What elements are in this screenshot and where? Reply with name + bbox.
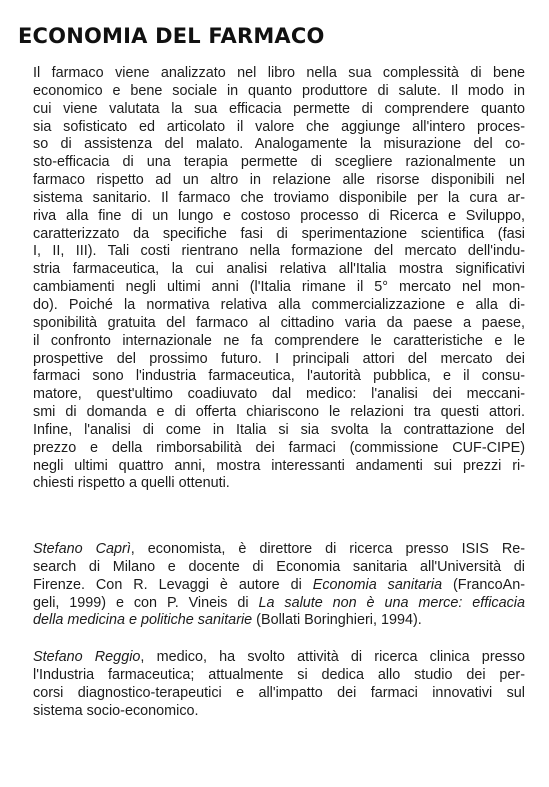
paragraph-line: sistema sanitario. Il farmaco che troviamo disponibile per la cura ar- [33,189,525,206]
paragraph-line: sto-efficacia di una terapia permette di scegliere razionalmente un [33,154,525,171]
paragraph-line: prospettive del prossimo futuro. I principali attori del mercato dei [33,350,525,367]
bio-line: corsi diagnostico-terapeutici e all'impatto dei farmaci innovativi sul [33,684,525,701]
paragraph-line: cambiamenti negli ultimi anni (l'Italia rimane il 5° mercato nel mon- [33,279,525,296]
paragraph-line: chiesti rispetto a quelli ottenuti. [33,475,230,492]
paragraph-line: caratterizzato da specifiche fasi di sperimentazione scientifica (fasi [33,225,525,242]
paragraph-line: so di assistenza del malato. Analogamente la misurazione del co- [33,136,525,153]
paragraph-line: stria farmaceutica, la cui analisi relativa all'Italia mostra significativi [33,261,525,278]
author-bio-reggio [33,649,525,720]
author-name: Stefano Reggio [33,649,141,665]
author-name: Stefano Caprì [33,541,131,557]
paragraph-line: Il farmaco viene analizzato nel libro nella sua complessità di bene [33,65,525,81]
page-title: ECONOMIA DEL FARMACO [18,24,325,48]
book-title: della medicina e politiche sanitarie [33,612,253,629]
bio-line [33,595,525,613]
paragraph-line: do). Poiché la normativa relativa alla commercializzazione e alla di- [33,296,525,313]
paragraph-line: sponibilità gratuita del farmaco al cittadino varia da paese a paese, [33,314,525,331]
paragraph-line: matore, quest'ultimo coadiuvato dal medico: l'analisi dei meccani- [33,386,525,403]
paragraph-line: il confronto internazionale ne fa comprendere le caratteristiche e le [33,332,525,349]
book-title: La salute non è una merce: efficacia [258,594,525,611]
book-title: Economia sanitaria [312,576,443,593]
paragraph-line: economico e bene sociale in quanto produttore di salute. Il modo in [33,82,525,99]
bio-line [33,577,525,595]
book-description-paragraph [33,65,525,493]
bio-line [33,649,525,667]
bio-text: geli, 1999) e con P. Vineis di [33,594,259,611]
paragraph-line: farmaco rispetto ad un altro in relazione alle risorse disponibili nel [33,172,525,189]
paragraph-line: prezzo e della rimborsabilità dei farmaci (commissione CUF-CIPE) [33,439,525,456]
paragraph-line: smi di domanda e di offerta chiariscono le relazioni tra questi attori. [33,404,525,421]
bio-text: , economista, è direttore di ricerca presso ISIS Re- [130,541,526,557]
bio-text: Firenze. Con R. Levaggi è autore di [33,576,313,593]
bio-line [33,541,525,559]
bio-text: , medico, ha svolto attività di ricerca clinica presso [140,649,526,665]
paragraph-line: I, II, III). Tali costi rientrano nella formazione del mercato dell'indu- [33,243,525,260]
bio-text: (Bollati Boringhieri, 1994). [252,612,422,629]
author-bio-capri [33,541,525,630]
bio-line [33,612,525,630]
paragraph-line: sia sofisticato ed articolato il valore che aggiunge all'intero proces- [33,118,525,135]
paragraph-line: negli ultimi quattro anni, mostra interessanti andamenti sui prezzi ri- [33,457,525,474]
paragraph-line: riva alla fine di un lungo e costoso processo di Ricerca e Sviluppo, [33,207,525,224]
bio-line: l'Industria farmaceutica; attualmente si dedica allo studio dei per- [33,666,525,683]
paragraph-line: cui viene valutata la sua efficacia permette di comprendere quanto [33,100,525,117]
bio-line: sistema socio-economico. [33,702,199,719]
bio-text: (FrancoAn- [442,576,525,593]
bio-line: search di Milano e docente di Economia sanitaria all'Università di [33,558,525,575]
paragraph-line: Infine, l'analisi di come in Italia si sia svolta la contrattazione del [33,421,525,438]
paragraph-line: farmaci sono l'industria farmaceutica, l'autorità pubblica, e il consu- [33,368,525,385]
